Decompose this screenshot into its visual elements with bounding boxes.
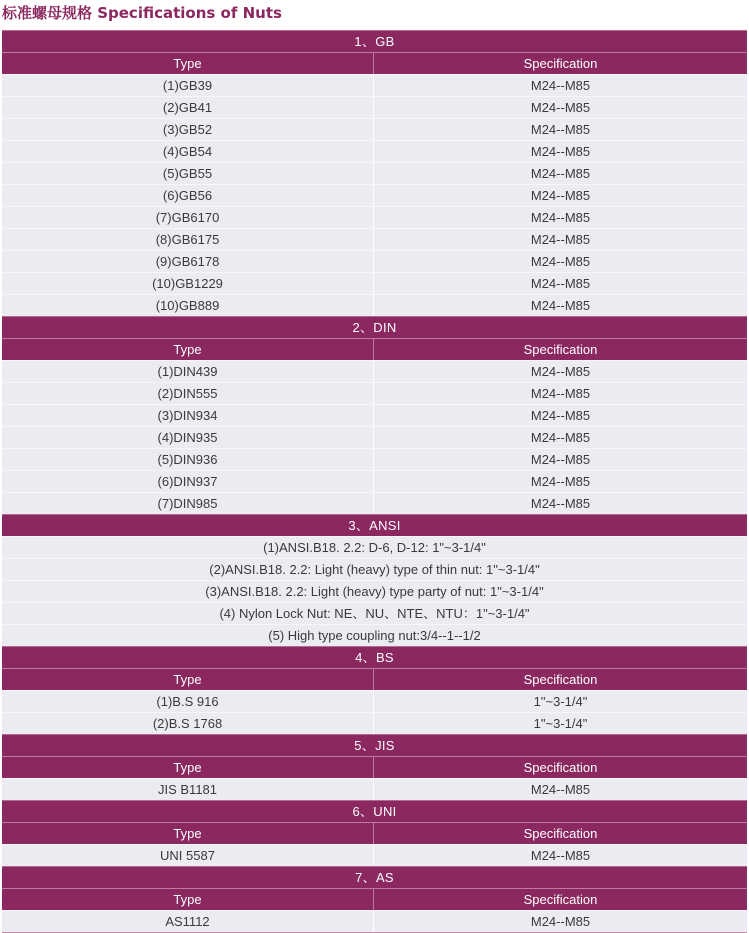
table-row — [2, 162, 747, 184]
section-gb — [2, 30, 747, 316]
section-din — [2, 316, 747, 514]
type-cell: UNI 5587 — [2, 845, 374, 866]
column-header-specification: Specification — [523, 672, 598, 687]
list-item — [2, 536, 747, 558]
table-row — [2, 96, 747, 118]
section-as — [2, 866, 747, 932]
list-item — [2, 580, 747, 602]
spec-cell: M24--M85 — [530, 78, 591, 93]
list-item — [2, 602, 747, 624]
type-cell: (8)GB6175 — [2, 229, 374, 250]
column-header-type: Type — [2, 757, 374, 778]
column-header-row — [2, 888, 747, 910]
type-cell: (2)B.S 1768 — [2, 713, 374, 734]
section-heading: 2、DIN — [2, 316, 747, 338]
table-row — [2, 910, 747, 932]
section-heading: 1、GB — [2, 30, 747, 52]
table-row — [2, 382, 747, 404]
column-header-type: Type — [2, 53, 374, 74]
ansi-line: (4) Nylon Lock Nut: NE、NU、NTE、NTU：1"~3-1/4" — [219, 606, 530, 621]
column-header-row — [2, 668, 747, 690]
column-header-specification: Specification — [523, 342, 598, 357]
spec-cell: M24--M85 — [530, 496, 591, 511]
table-row — [2, 492, 747, 514]
spec-cell: M24--M85 — [530, 232, 591, 247]
spec-cell: M24--M85 — [530, 144, 591, 159]
table-row — [2, 360, 747, 382]
column-header-row — [2, 756, 747, 778]
table-row — [2, 470, 747, 492]
table-row — [2, 228, 747, 250]
spec-cell: M24--M85 — [530, 298, 591, 313]
type-cell: (1)GB39 — [2, 75, 374, 96]
table-row — [2, 140, 747, 162]
spec-cell: M24--M85 — [530, 166, 591, 181]
table-row — [2, 118, 747, 140]
page-title: 标准螺母规格 Specifications of Nuts — [2, 4, 282, 22]
type-cell: JIS B1181 — [2, 779, 374, 800]
type-cell: AS1112 — [2, 911, 374, 932]
section-bs — [2, 646, 747, 734]
section-heading: 4、BS — [2, 646, 747, 668]
spec-table — [2, 30, 747, 933]
table-row — [2, 74, 747, 96]
table-row — [2, 250, 747, 272]
spec-cell: M24--M85 — [530, 452, 591, 467]
spec-cell: M24--M85 — [530, 364, 591, 379]
type-cell: (7)DIN985 — [2, 493, 374, 514]
section-uni — [2, 800, 747, 866]
ansi-line: (5) High type coupling nut:3/4--1--1/2 — [268, 628, 481, 643]
table-row — [2, 712, 747, 734]
type-cell: (1)B.S 916 — [2, 691, 374, 712]
table-row — [2, 426, 747, 448]
column-header-specification: Specification — [523, 760, 598, 775]
type-cell: (9)GB6178 — [2, 251, 374, 272]
type-cell: (6)GB56 — [2, 185, 374, 206]
column-header-row — [2, 338, 747, 360]
table-row — [2, 404, 747, 426]
table-row — [2, 184, 747, 206]
type-cell: (2)GB41 — [2, 97, 374, 118]
table-row — [2, 844, 747, 866]
section-heading: 3、ANSI — [2, 514, 747, 536]
table-row — [2, 294, 747, 316]
list-item — [2, 624, 747, 646]
spec-cell: M24--M85 — [530, 914, 591, 929]
table-row — [2, 778, 747, 800]
table-row — [2, 690, 747, 712]
table-row — [2, 272, 747, 294]
column-header-specification: Specification — [523, 826, 598, 841]
spec-cell: 1"~3-1/4" — [533, 694, 588, 709]
type-cell: (5)DIN936 — [2, 449, 374, 470]
section-heading: 5、JIS — [2, 734, 747, 756]
ansi-line: (3)ANSI.B18. 2.2: Light (heavy) type party of nut: 1"~3-1/4" — [205, 584, 544, 599]
spec-cell: M24--M85 — [530, 210, 591, 225]
column-header-type: Type — [2, 889, 374, 910]
table-row — [2, 448, 747, 470]
spec-cell: M24--M85 — [530, 122, 591, 137]
table-row — [2, 206, 747, 228]
spec-cell: M24--M85 — [530, 188, 591, 203]
column-header-row — [2, 822, 747, 844]
type-cell: (4)DIN935 — [2, 427, 374, 448]
spec-cell: M24--M85 — [530, 848, 591, 863]
column-header-type: Type — [2, 669, 374, 690]
column-header-type: Type — [2, 823, 374, 844]
type-cell: (5)GB55 — [2, 163, 374, 184]
spec-cell: M24--M85 — [530, 474, 591, 489]
spec-cell: M24--M85 — [530, 782, 591, 797]
type-cell: (3)GB52 — [2, 119, 374, 140]
section-ansi — [2, 514, 747, 646]
spec-cell: 1"~3-1/4" — [533, 716, 588, 731]
column-header-specification: Specification — [523, 56, 598, 71]
column-header-specification: Specification — [523, 892, 598, 907]
column-header-type: Type — [2, 339, 374, 360]
list-item — [2, 558, 747, 580]
spec-cell: M24--M85 — [530, 254, 591, 269]
type-cell: (6)DIN937 — [2, 471, 374, 492]
section-jis — [2, 734, 747, 800]
type-cell: (7)GB6170 — [2, 207, 374, 228]
type-cell: (10)GB889 — [2, 295, 374, 316]
type-cell: (3)DIN934 — [2, 405, 374, 426]
spec-cell: M24--M85 — [530, 408, 591, 423]
spec-cell: M24--M85 — [530, 100, 591, 115]
spec-cell: M24--M85 — [530, 430, 591, 445]
column-header-row — [2, 52, 747, 74]
type-cell: (10)GB1229 — [2, 273, 374, 294]
type-cell: (4)GB54 — [2, 141, 374, 162]
type-cell: (2)DIN555 — [2, 383, 374, 404]
spec-cell: M24--M85 — [530, 386, 591, 401]
section-heading: 7、AS — [2, 866, 747, 888]
section-heading: 6、UNI — [2, 800, 747, 822]
ansi-line: (1)ANSI.B18. 2.2: D-6, D-12: 1"~3-1/4" — [263, 540, 486, 555]
spec-cell: M24--M85 — [530, 276, 591, 291]
ansi-line: (2)ANSI.B18. 2.2: Light (heavy) type of thin nut: 1"~3-1/4" — [209, 562, 540, 577]
type-cell: (1)DIN439 — [2, 361, 374, 382]
